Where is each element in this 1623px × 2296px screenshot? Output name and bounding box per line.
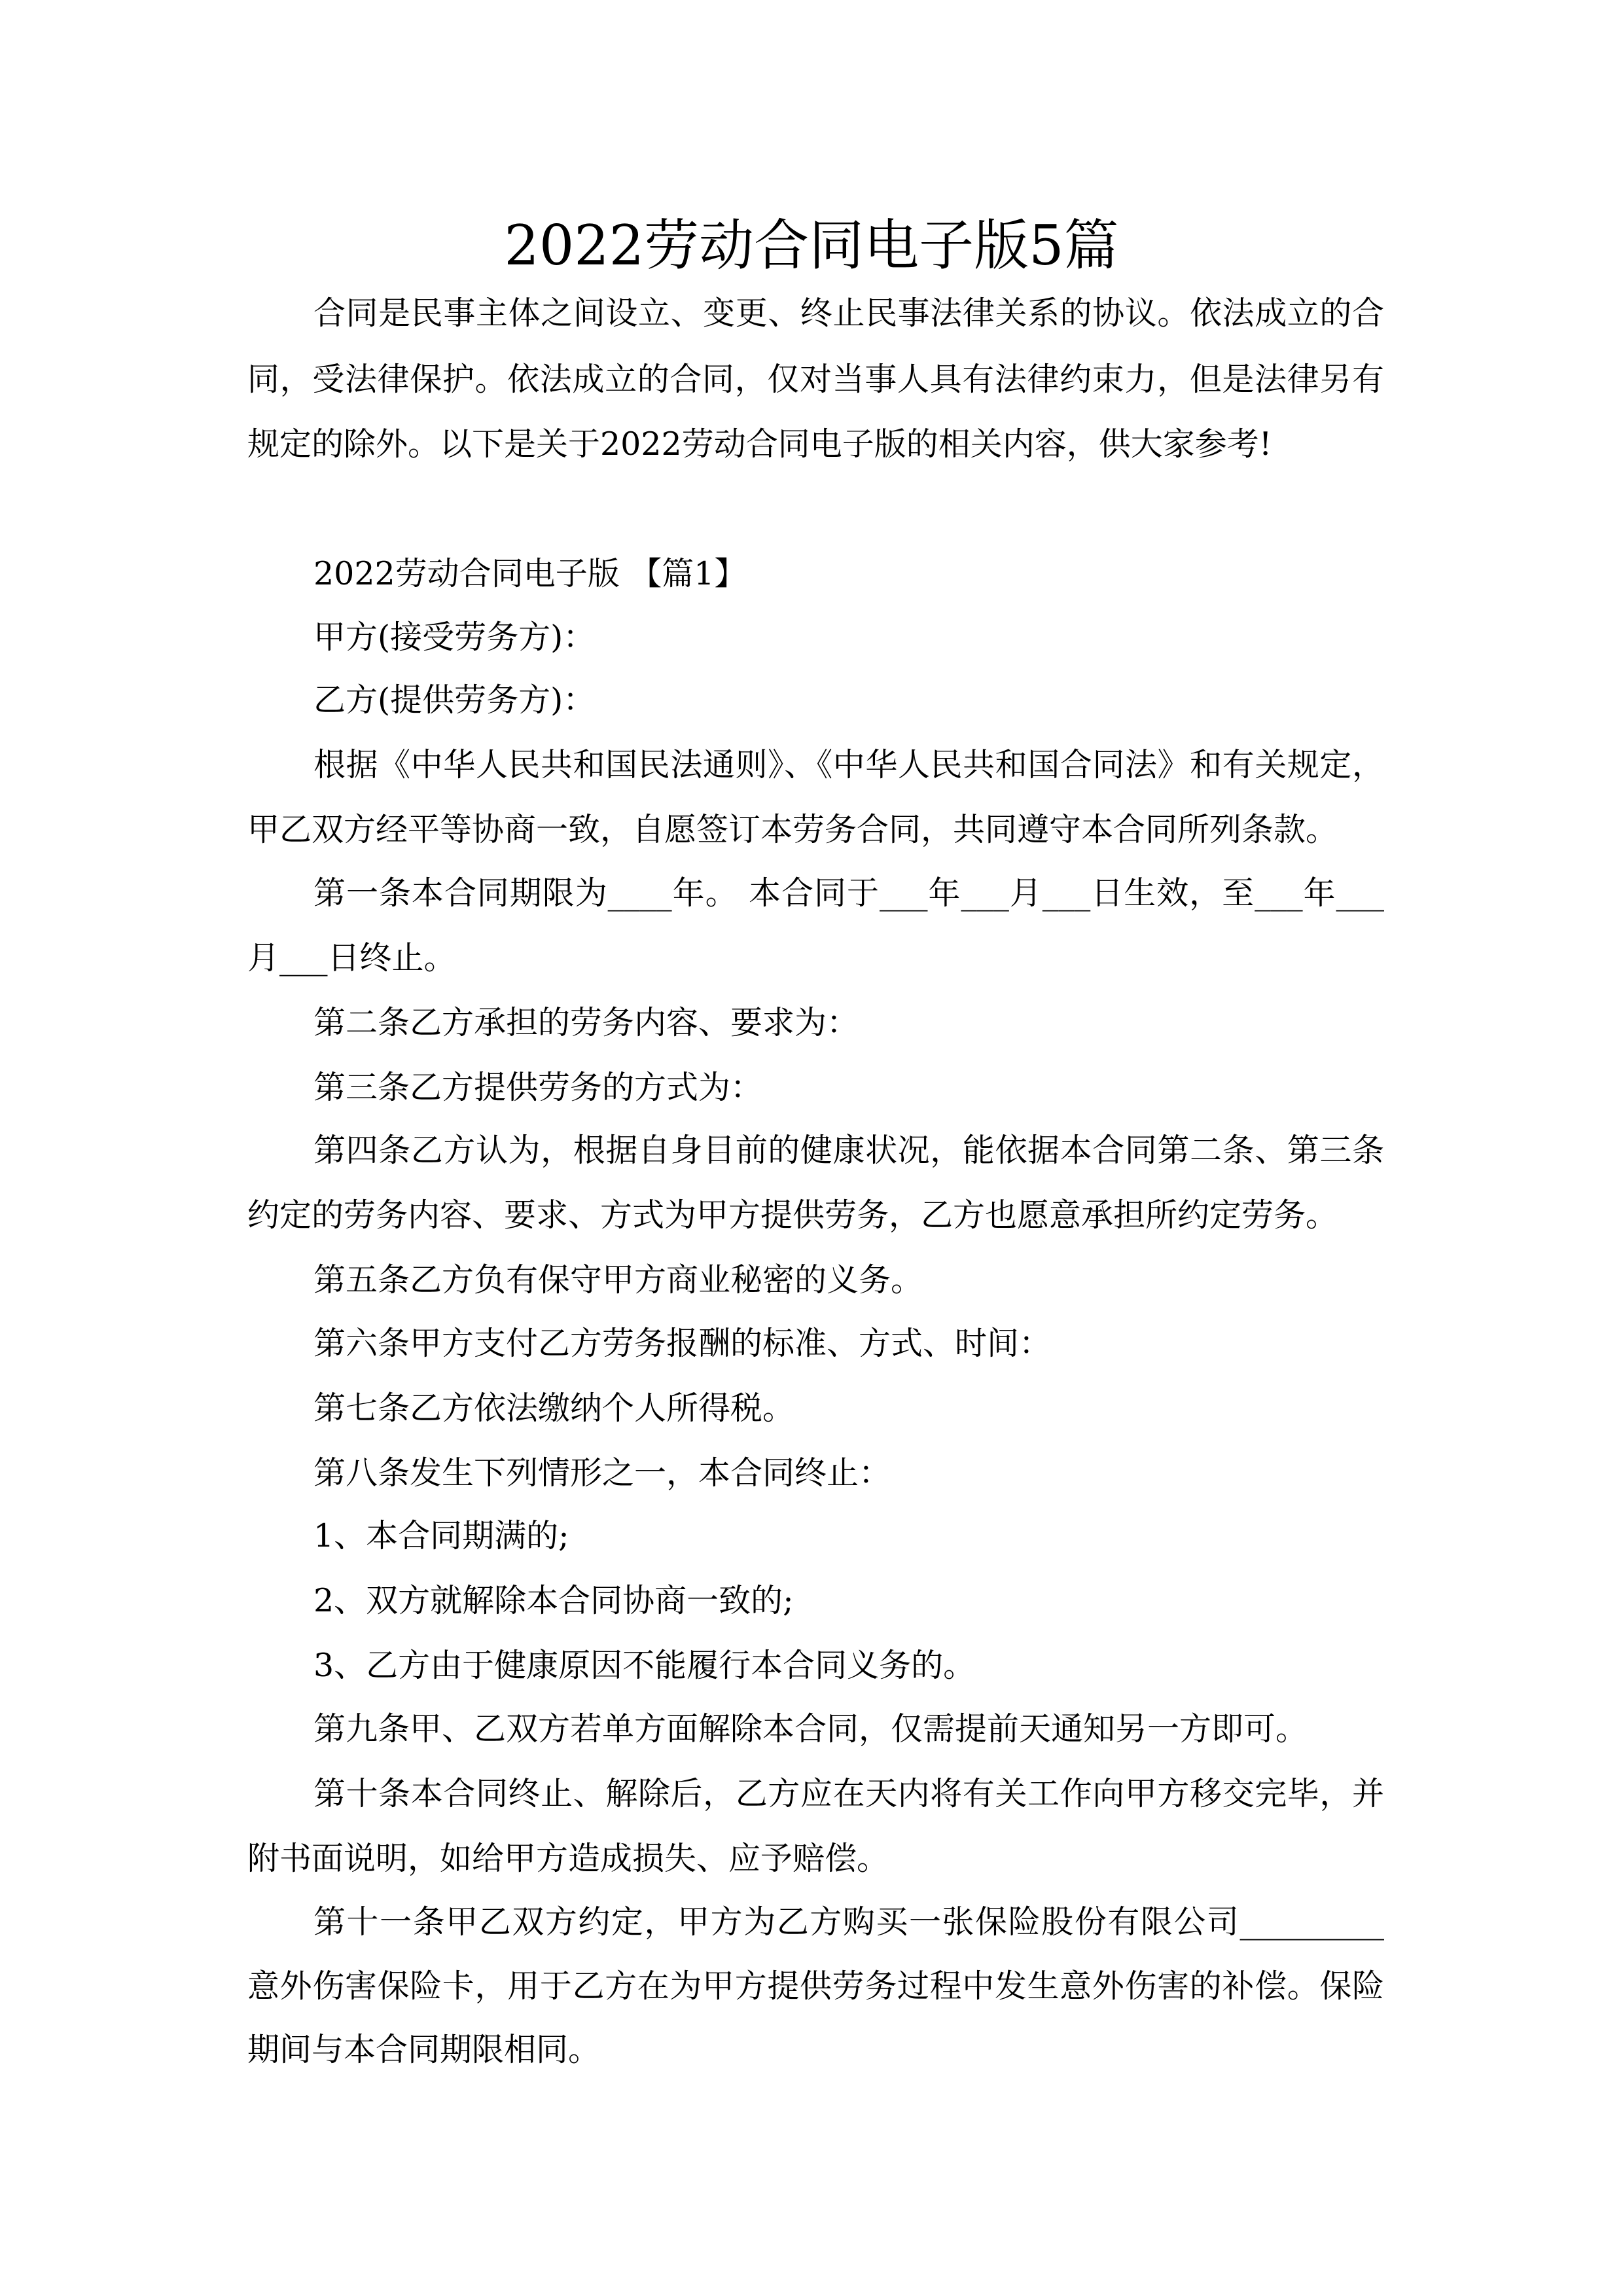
- clause-9: 第九条甲、乙双方若单方面解除本合同，仅需提前天通知另一方即可。: [313, 1710, 1308, 1748]
- clause-11-cont: 意外伤害保险卡，用于乙方在为甲方提供劳务过程中发生意外伤害的补偿。保险: [247, 1967, 1384, 2005]
- list-item: 1、本合同期满的;: [313, 1517, 569, 1554]
- clause-5: 第五条乙方负有保守甲方商业秘密的义务。: [313, 1261, 923, 1299]
- clause-10-cont: 附书面说明，如给甲方造成损失、应予赔偿。: [247, 1840, 889, 1877]
- clause-3: 第三条乙方提供劳务的方式为：: [313, 1069, 763, 1106]
- clause-7: 第七条乙方依法缴纳个人所得税。: [313, 1390, 795, 1427]
- body-line: 根据《中华人民共和国民法通则》、《中华人民共和国合同法》和有关规定，: [313, 746, 1384, 783]
- intro-line: 合同是民事主体之间设立、变更、终止民事法律关系的协议。依法成立的合: [313, 295, 1384, 332]
- clause-11: 第十一条甲乙双方约定，甲方为乙方购买一张保险股份有限公司_________: [313, 1903, 1384, 1941]
- clause-1: 第一条本合同期限为____年。 本合同于___年___月___日生效，至___年___: [313, 874, 1384, 912]
- document-title: 2022劳动合同电子版5篇: [504, 213, 1119, 278]
- intro-line: 规定的除外。以下是关于2022劳动合同电子版的相关内容，供大家参考!: [247, 425, 1272, 463]
- clause-8: 第八条发生下列情形之一，本合同终止：: [313, 1454, 891, 1492]
- list-item: 2、双方就解除本合同协商一致的;: [313, 1582, 794, 1619]
- clause-2: 第二条乙方承担的劳务内容、要求为：: [313, 1004, 859, 1041]
- section-heading: 2022劳动合同电子版 【篇1】: [313, 555, 747, 592]
- intro-line: 同，受法律保护。依法成立的合同，仅对当事人具有法律约束力，但是法律另有: [247, 361, 1384, 398]
- clause-10: 第十条本合同终止、解除后，乙方应在天内将有关工作向甲方移交完毕，并: [313, 1775, 1384, 1812]
- clause-4-cont: 约定的劳务内容、要求、方式为甲方提供劳务，乙方也愿意承担所约定劳务。: [247, 1196, 1338, 1234]
- party-b-line: 乙方(提供劳务方)：: [313, 681, 596, 719]
- party-a-line: 甲方(接受劳务方)：: [313, 619, 596, 656]
- clause-4: 第四条乙方认为，根据自身目前的健康状况，能依据本合同第二条、第三条: [313, 1132, 1384, 1169]
- clause-11-cont: 期间与本合同期限相同。: [247, 2031, 601, 2068]
- clause-6: 第六条甲方支付乙方劳务报酬的标准、方式、时间：: [313, 1325, 1052, 1362]
- clause-1-cont: 月___日终止。: [247, 939, 456, 977]
- list-item: 3、乙方由于健康原因不能履行本合同义务的。: [313, 1647, 976, 1684]
- body-line: 甲乙双方经平等协商一致，自愿签订本劳务合同，共同遵守本合同所列条款。: [247, 811, 1338, 848]
